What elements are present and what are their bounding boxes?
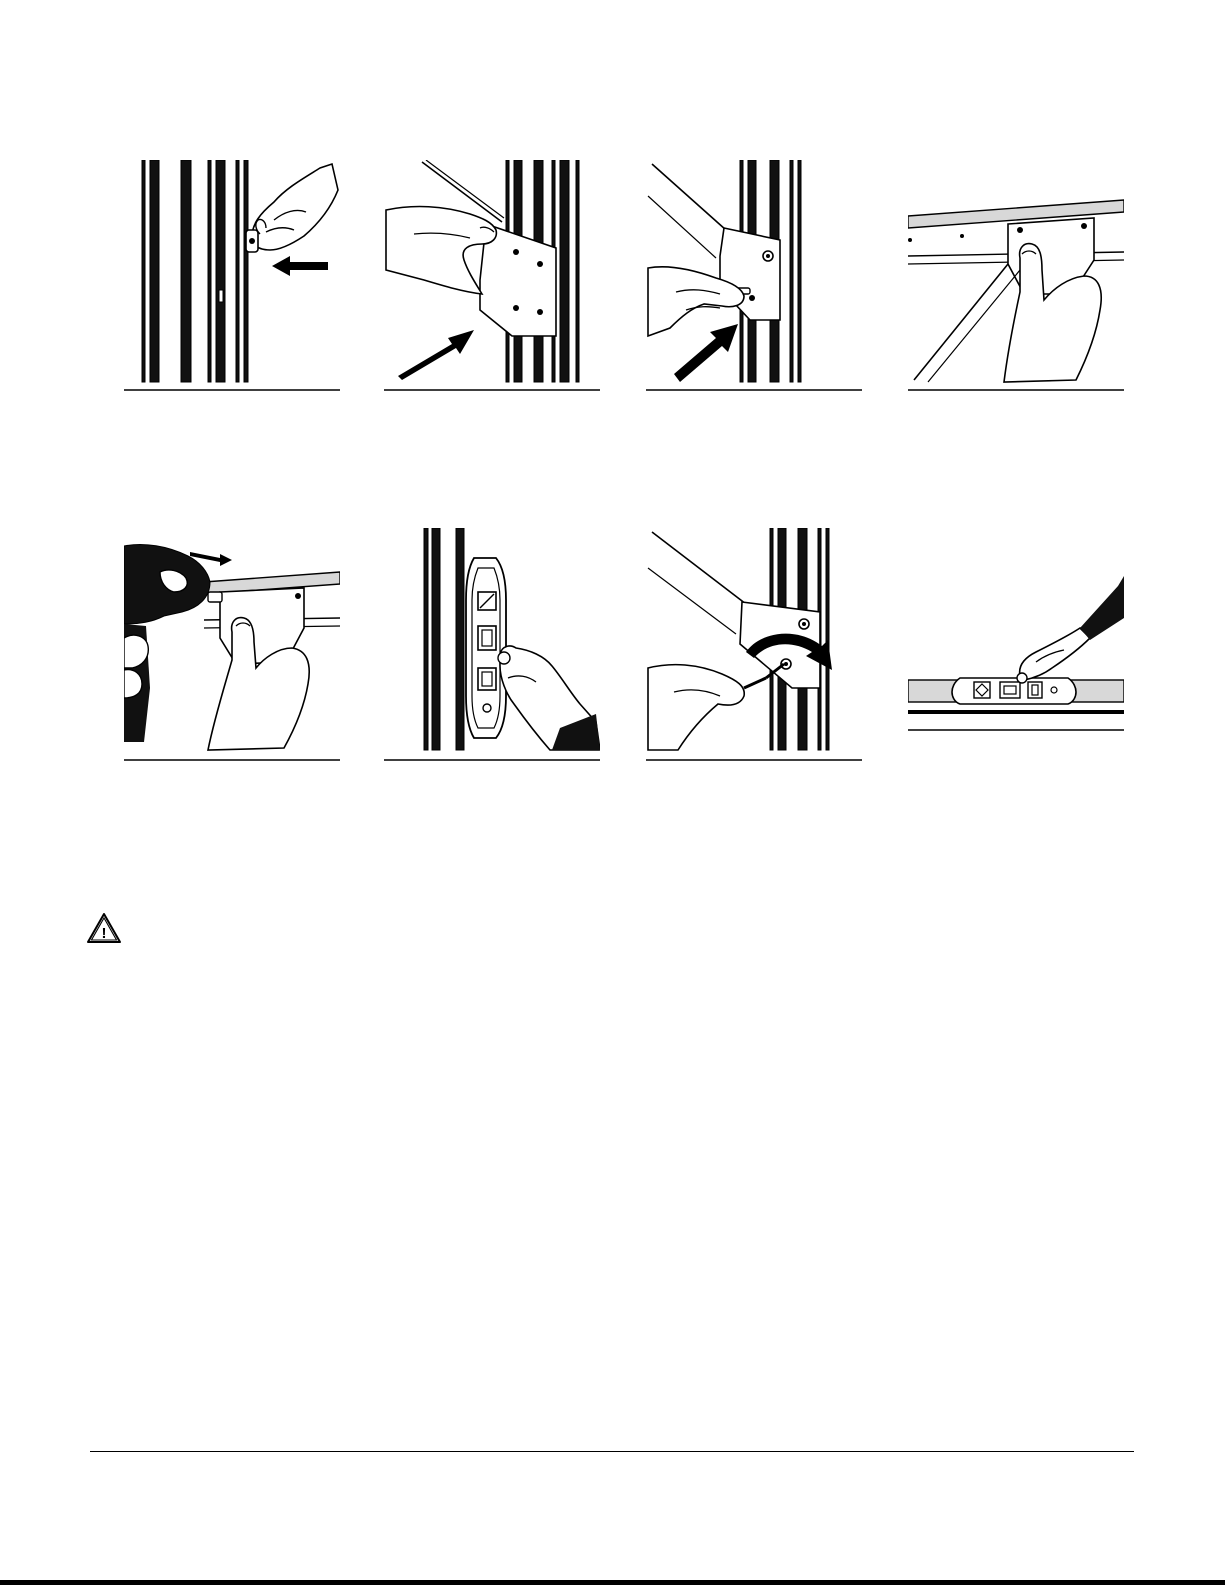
warning-triangle-icon bbox=[86, 912, 122, 944]
allen-key-tightening-icon bbox=[646, 528, 862, 768]
hand-holding-bracket-under-beam-icon bbox=[908, 160, 1124, 392]
illustration-step-3 bbox=[646, 160, 862, 392]
hand-placing-bracket-on-rail-icon bbox=[384, 160, 600, 392]
footer-divider bbox=[90, 1451, 1134, 1452]
illustration-step-8 bbox=[908, 528, 1124, 768]
illustration-step-7 bbox=[646, 528, 862, 768]
page-bottom-edge bbox=[0, 1580, 1225, 1585]
hand-inserting-screw-into-bracket-icon bbox=[646, 160, 862, 392]
spirit-level-vertical-check-icon bbox=[384, 528, 600, 768]
spirit-level-horizontal-check-icon bbox=[908, 528, 1124, 768]
illustration-step-6 bbox=[384, 528, 600, 768]
warning-symbol: ! bbox=[101, 925, 107, 942]
illustration-step-1 bbox=[124, 160, 340, 392]
illustration-step-4 bbox=[908, 160, 1124, 392]
illustration-step-5 bbox=[124, 528, 340, 768]
hand-inserting-nut-into-rail-icon bbox=[124, 160, 340, 392]
drill-fastening-bracket-icon bbox=[124, 528, 340, 768]
illustration-step-2 bbox=[384, 160, 600, 392]
